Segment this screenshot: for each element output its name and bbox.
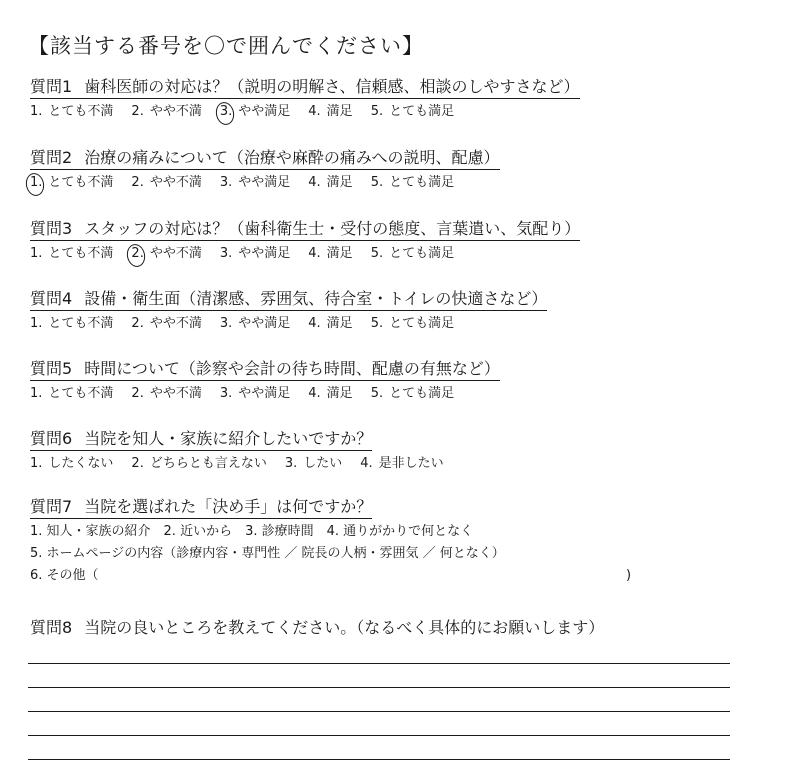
option-number: 3. <box>284 456 298 471</box>
instruction-heading: 【該当する番号を〇で囲んでください】 <box>28 34 424 58</box>
option-number: 3. <box>219 175 233 190</box>
option-label: やや不満 <box>149 386 202 401</box>
option-number: 5. <box>370 175 384 190</box>
option-number: 4. <box>308 316 321 331</box>
option-number: 1. <box>30 246 43 261</box>
answer-line[interactable] <box>28 640 730 664</box>
question-number: 質問4 <box>30 289 73 308</box>
answer-option[interactable] <box>371 102 454 121</box>
answer-option[interactable] <box>131 173 201 192</box>
answer-option[interactable] <box>371 244 454 263</box>
answer-line[interactable] <box>28 712 730 736</box>
q7-options-line-1[interactable]: 1. 知人・家族の紹介 2. 近いから 3. 診療時間 4. 通りがかりで何となく <box>30 524 474 539</box>
question-title <box>30 148 500 170</box>
question-8 <box>30 618 604 639</box>
answer-options <box>30 384 500 403</box>
option-number: 1. <box>30 386 43 401</box>
option-label: とても満足 <box>389 175 455 190</box>
question-number: 質問5 <box>30 359 73 378</box>
answer-options <box>30 314 547 333</box>
q7-other-close-paren: ) <box>626 568 632 583</box>
answer-option[interactable] <box>131 314 201 333</box>
question-text: スタッフの対応は？（歯科衛生士・受付の態度、言葉遣い、気配り） <box>84 219 581 238</box>
answer-option[interactable] <box>308 314 352 333</box>
question-3 <box>30 219 580 263</box>
option-number: 4. <box>308 246 321 261</box>
option-label: やや満足 <box>238 175 291 190</box>
option-number: 3. <box>219 246 233 261</box>
option-number: 1. <box>30 456 43 471</box>
option-label: とても満足 <box>389 246 455 261</box>
answer-line[interactable] <box>28 664 730 688</box>
answer-option[interactable] <box>371 173 454 192</box>
question-text: 設備・衛生面（清潔感、雰囲気、待合室・トイレの快適さなど） <box>84 289 548 308</box>
question-text: 治療の痛みについて（治療や麻酔の痛みへの説明、配慮） <box>84 148 500 167</box>
question-title <box>30 289 547 311</box>
option-number: 1. <box>30 316 43 331</box>
answer-option[interactable] <box>220 102 290 121</box>
option-label: やや満足 <box>238 386 291 401</box>
answer-option[interactable] <box>285 454 342 473</box>
option-label: とても不満 <box>48 104 114 119</box>
answer-option[interactable] <box>360 454 443 473</box>
question-number: 質問7 <box>30 497 73 516</box>
option-label: とても満足 <box>389 104 455 119</box>
answer-option[interactable] <box>30 173 113 192</box>
answer-option[interactable] <box>308 384 352 403</box>
option-number: 2. <box>131 104 144 119</box>
question-number: 質問1 <box>30 77 73 96</box>
option-label: 是非したい <box>378 456 444 471</box>
question-2 <box>30 148 500 192</box>
option-label: したくない <box>48 456 114 471</box>
option-number: 2. <box>131 456 144 471</box>
option-label: とても不満 <box>48 175 114 190</box>
option-number: 2. <box>131 316 144 331</box>
option-label: 満足 <box>326 104 353 119</box>
question-text: 当院を知人・家族に紹介したいですか？ <box>84 429 373 448</box>
answer-option[interactable] <box>30 244 113 263</box>
answer-option[interactable] <box>220 244 290 263</box>
option-number: 4. <box>360 456 373 471</box>
option-label: やや不満 <box>149 316 202 331</box>
answer-option[interactable] <box>131 244 201 263</box>
answer-option[interactable] <box>308 102 352 121</box>
answer-line[interactable] <box>28 688 730 712</box>
option-label: とても満足 <box>389 316 455 331</box>
option-number: 1. <box>30 104 43 119</box>
answer-line[interactable] <box>28 736 730 760</box>
question-number: 質問3 <box>30 219 73 238</box>
question-number: 質問8 <box>30 618 73 637</box>
question-number: 質問2 <box>30 148 73 167</box>
question-6 <box>30 429 462 473</box>
option-label: 満足 <box>326 386 353 401</box>
q7-other-label: 6. その他（ <box>30 568 99 583</box>
answer-options <box>30 102 580 121</box>
question-title <box>30 497 372 519</box>
option-number: 4. <box>308 386 321 401</box>
answer-options <box>30 454 462 473</box>
option-label: とても不満 <box>48 386 114 401</box>
answer-option[interactable] <box>131 102 201 121</box>
option-label: したい <box>303 456 343 471</box>
circled-option-number: 1. <box>30 175 43 190</box>
question-text: 当院を選ばれた「決め手」は何ですか？ <box>84 497 373 516</box>
answer-option[interactable] <box>131 384 201 403</box>
option-number: 3. <box>219 386 233 401</box>
answer-option[interactable] <box>371 384 454 403</box>
option-label: どちらとも言えない <box>149 456 267 471</box>
option-number: 5. <box>370 246 384 261</box>
option-label: やや満足 <box>238 104 291 119</box>
option-label: やや満足 <box>238 246 291 261</box>
answer-option[interactable] <box>308 244 352 263</box>
option-label: とても不満 <box>48 316 114 331</box>
option-number: 2. <box>131 386 144 401</box>
answer-option[interactable] <box>30 454 113 473</box>
option-label: とても満足 <box>389 386 455 401</box>
question-5 <box>30 359 500 403</box>
option-label: 満足 <box>326 175 353 190</box>
question-text: 当院の良いところを教えてください。（なるべく具体的にお願いします） <box>84 618 605 637</box>
circled-option-number: 3. <box>219 104 233 119</box>
q8-answer-area[interactable] <box>28 640 730 760</box>
answer-option[interactable] <box>30 102 113 121</box>
answer-option[interactable] <box>220 314 290 333</box>
question-title <box>30 429 372 451</box>
option-number: 2. <box>131 175 144 190</box>
answer-option[interactable] <box>30 314 113 333</box>
question-title <box>30 618 604 639</box>
option-number: 4. <box>308 104 321 119</box>
option-number: 5. <box>370 386 384 401</box>
question-text: 歯科医師の対応は？（説明の明解さ、信頼感、相談のしやすさなど） <box>84 77 580 96</box>
option-label: やや満足 <box>238 316 291 331</box>
option-label: 満足 <box>326 316 353 331</box>
option-label: とても不満 <box>48 246 114 261</box>
answer-options <box>30 244 580 263</box>
answer-option[interactable] <box>371 314 454 333</box>
question-4 <box>30 289 547 333</box>
answer-option[interactable] <box>30 384 113 403</box>
question-title <box>30 77 580 99</box>
option-number: 5. <box>370 316 384 331</box>
circled-option-number: 2. <box>131 246 144 261</box>
option-number: 4. <box>308 175 321 190</box>
question-title <box>30 359 500 381</box>
question-title <box>30 219 580 241</box>
answer-option[interactable] <box>308 173 352 192</box>
answer-option[interactable] <box>220 384 290 403</box>
answer-option[interactable] <box>220 173 290 192</box>
question-text: 時間について（診察や会計の待ち時間、配慮の有無など） <box>84 359 500 378</box>
answer-option[interactable] <box>131 454 266 473</box>
q7-options-line-3[interactable] <box>30 565 632 587</box>
option-label: 満足 <box>326 246 353 261</box>
answer-options <box>30 173 500 192</box>
q7-options-line-2[interactable]: 5. ホームページの内容（診療内容・専門性 ／ 院長の人柄・雰囲気 ／ 何となく） <box>30 546 505 561</box>
option-number: 5. <box>370 104 384 119</box>
question-1 <box>30 77 580 121</box>
option-label: やや不満 <box>149 104 202 119</box>
option-label: やや不満 <box>149 246 202 261</box>
option-number: 3. <box>219 316 233 331</box>
question-7 <box>30 497 632 587</box>
question-number: 質問6 <box>30 429 73 448</box>
option-label: やや不満 <box>149 175 202 190</box>
